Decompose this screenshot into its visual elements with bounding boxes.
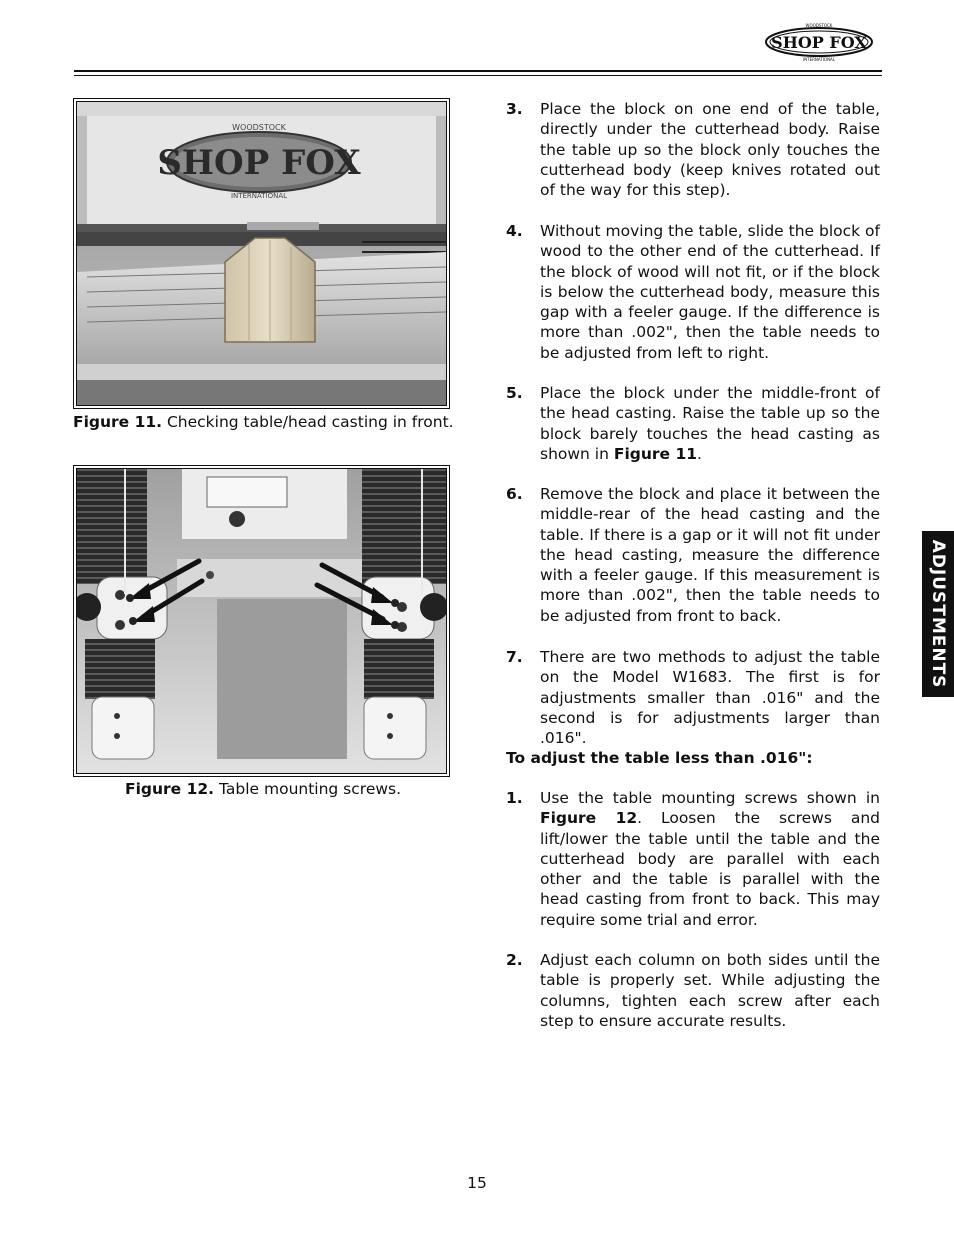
step-text <box>540 383 880 464</box>
step-text-part: . Loosen the screws and lift/lower the table until the table and the cutterhead body are parallel with each other and the table is parallel with the head casting from front to back. This may require some trial and error. <box>540 809 880 929</box>
figure-12-reference: Figure 12 <box>540 809 638 828</box>
substep-2 <box>506 950 880 1031</box>
subheading: To adjust the table less than .016": <box>506 749 813 767</box>
step-number: 7. <box>506 648 523 666</box>
figure-11-caption-text: Checking table/head casting in front. <box>162 413 454 431</box>
step-text-part: . <box>697 444 702 463</box>
photo-logo-text: SHOP FOX <box>157 143 361 183</box>
substep-1 <box>506 788 880 930</box>
step-text: Adjust each column on both sides until the table is properly set. While adjusting the columns, tighten each screw after each step to ensure accurate results. <box>540 951 880 1030</box>
step-number: 2. <box>506 951 523 969</box>
step-text: Without moving the table, slide the block of wood to the other end of the cutterhead. If the block of wood will not fit, or if the block is below the cutterhead body, measure this gap with a feeler gauge. If the difference is more than .002", then the table needs to be adjusted from left to right. <box>540 222 880 362</box>
step-text-part: Place the block under the middle-front of the head casting. Raise the table up so the block barely touches the head casting as shown in <box>540 384 880 463</box>
figure-12-frame <box>73 465 450 777</box>
step-5 <box>506 383 880 464</box>
step-number: 6. <box>506 485 523 503</box>
step-6 <box>506 484 880 626</box>
shop-fox-logo <box>764 20 874 64</box>
figure-11-frame <box>73 98 450 409</box>
logo-text: SHOP FOX <box>771 33 867 52</box>
step-number: 1. <box>506 789 523 807</box>
figure-12-caption-text: Table mounting screws. <box>214 780 402 798</box>
header-rule-thin <box>74 75 882 76</box>
step-number: 4. <box>506 222 523 240</box>
figure-12-photo <box>77 469 446 773</box>
step-3 <box>506 99 880 200</box>
figure-12-caption <box>125 780 401 798</box>
photo-logo-top: WOODSTOCK <box>232 123 286 132</box>
figure-11-reference: Figure 11 <box>613 444 698 463</box>
figure-12-label: Figure 12. <box>125 780 215 798</box>
step-4 <box>506 221 880 363</box>
section-side-tab-label: ADJUSTMENTS <box>928 539 948 689</box>
logo-bottom-text: INTERNATIONAL <box>802 57 836 62</box>
step-number: 3. <box>506 100 523 118</box>
step-text: Place the block on one end of the table, directly under the cutterhead body. Raise the table up so the block only touches the cutterhead body (keep knives rotated out of the way for this step). <box>540 100 880 200</box>
page-number: 15 <box>467 1174 487 1192</box>
figure-11-photo <box>77 102 446 405</box>
figure-11-label: Figure 11. <box>73 413 163 431</box>
step-text-part: Use the table mounting screws shown in <box>540 789 880 807</box>
step-7 <box>506 647 880 748</box>
photo-logo-bottom: INTERNATIONAL <box>230 192 288 200</box>
header-rule-thick <box>74 70 882 72</box>
logo-top-text: WOODSTOCK <box>805 23 833 28</box>
step-number: 5. <box>506 384 523 402</box>
step-text: There are two methods to adjust the table on the Model W1683. The first is for adjustments smaller than .016" and the second is for adjustments larger than .016". <box>540 648 880 748</box>
section-side-tab <box>922 531 954 697</box>
step-text <box>540 788 880 930</box>
step-text: Remove the block and place it between the middle-rear of the head casting and the table. If there is a gap or it will not fit under the head casting, measure the difference with a feeler gauge. If this measurement is more than .002", then the table needs to be adjusted from front to back. <box>540 485 880 625</box>
figure-11-caption <box>73 413 454 431</box>
